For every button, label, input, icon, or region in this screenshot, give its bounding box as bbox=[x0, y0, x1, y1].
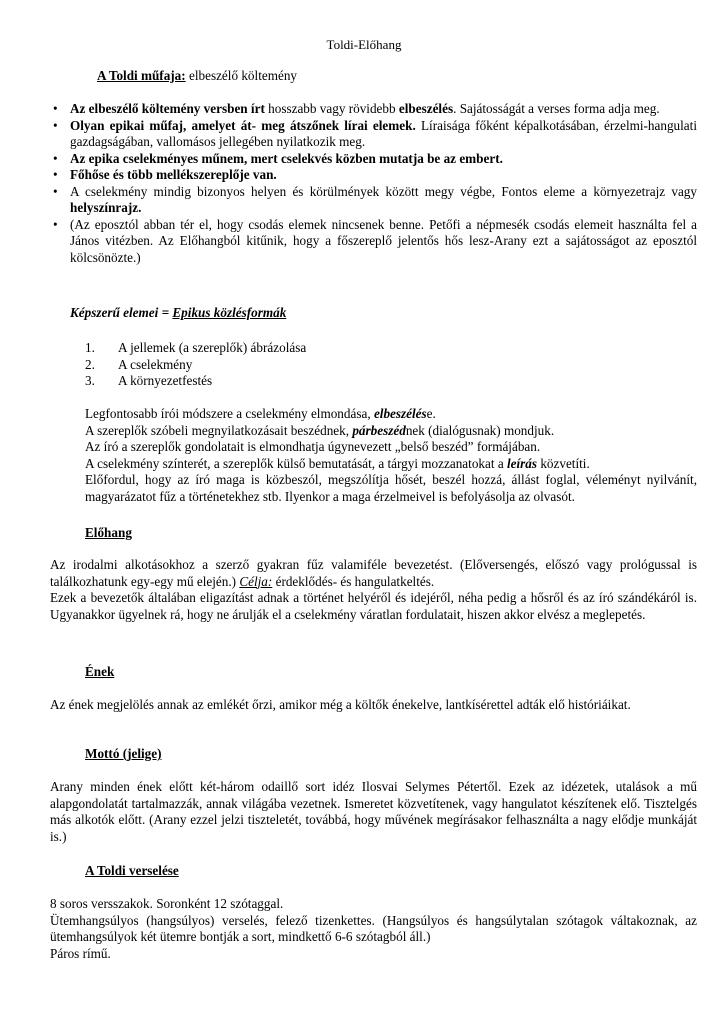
method-text: A cselekmény színterét, a szereplők külső bemutatását, a tárgyi mozzanatokat a bbox=[85, 455, 507, 471]
method-text: Legfontosabb írói módszere a cselekmény elmondása, bbox=[85, 406, 374, 421]
bullet-item bbox=[50, 151, 697, 168]
numbered-item bbox=[85, 373, 306, 390]
numbered-item bbox=[85, 340, 306, 357]
page-header: Toldi-Előhang bbox=[326, 37, 402, 52]
bullet-item bbox=[50, 184, 697, 217]
bullet-text: A cselekmény mindig bizonyos helyen és körülmények között megy végbe, Fontos eleme a környezetrajz vagy bbox=[70, 183, 697, 199]
section-heading-kepszeru bbox=[70, 305, 286, 322]
bullet-item bbox=[50, 118, 697, 151]
method-line bbox=[85, 472, 697, 505]
method-text: Az író a szereplők gondolatait is elmondhatja úgynevezett „belső beszéd” formájában. bbox=[85, 439, 541, 454]
item-number: 3. bbox=[85, 373, 95, 388]
bullet-list bbox=[50, 101, 697, 266]
bullet-text: (Az eposztól abban tér el, hogy csodás elemek nincsenek benne. Petőfi a népmesék csodás elemeit használta fel a János vitézben. Az Előhangból kitűnik, hogy a főszereplő jelentős hős lesz-Arany ezt a sajátosságot az eposztól kölcsönözte.) bbox=[70, 216, 697, 265]
methods-block bbox=[85, 406, 697, 505]
verseles-title: A Toldi verselése bbox=[85, 863, 179, 878]
method-line bbox=[85, 439, 697, 456]
kepszeru-part2: Epikus közlésformák bbox=[172, 305, 287, 320]
elohang-celja: Célja: bbox=[239, 573, 273, 589]
bullet-text: helyszínrajz. bbox=[70, 200, 142, 215]
bullet-text: Líraisága főként képalkotásában, érzelmi-hangulati gazdagságában, vallomásos jellegében nyilatkozik meg. bbox=[70, 117, 697, 149]
method-line bbox=[85, 423, 697, 440]
numbered-list-container bbox=[85, 340, 306, 390]
bullet-text: . Sajátosságát a verses forma adja meg. bbox=[453, 101, 660, 116]
method-line bbox=[85, 406, 697, 423]
genre-line bbox=[97, 68, 297, 85]
verseles-line: Páros rímű. bbox=[50, 945, 111, 961]
item-text: A cselekmény bbox=[118, 356, 193, 372]
genre-value: elbeszélő költemény bbox=[185, 68, 298, 83]
numbered-item bbox=[85, 357, 306, 374]
elohang-text-c: érdeklődés- és hangulatkeltés. bbox=[272, 573, 435, 589]
bullet-text: Az elbeszélő költemény versben írt bbox=[70, 101, 265, 116]
elohang-title: Előhang bbox=[85, 525, 132, 540]
motto-title: Mottó (jelige) bbox=[85, 746, 162, 761]
verseles-line: Ütemhangsúlyos (hangsúlyos) verselés, felező tizenkettes. (Hangsúlyos és hangsúlytalan szótagok váltakoznak, az ütemhangsúlyok két ütemre bontják a sort, mindkettő 6-6 szótagból áll.) bbox=[50, 912, 697, 944]
elohang-paragraph-2: Ezek a bevezetők általában eligazítást adnak a történet helyéről és idejéről, néha pedig a hősről és az író szándékáról is. Ugyanakkor ügyelnek rá, hogy ne árulják el a cselekmény váratlan fordulatait, hiszen akkor elvész a meglepetés. bbox=[50, 590, 697, 622]
method-text: leírás bbox=[506, 455, 538, 471]
bullet-text: hosszabb vagy rövidebb bbox=[264, 101, 399, 116]
item-number: 1. bbox=[85, 340, 95, 355]
section-heading-enek bbox=[85, 664, 114, 681]
method-text: közvetíti. bbox=[537, 455, 590, 471]
method-text: e. bbox=[426, 406, 436, 421]
item-text: A környezetfestés bbox=[118, 373, 213, 388]
item-number: 2. bbox=[85, 356, 95, 372]
bullet-item bbox=[50, 167, 697, 184]
verseles-block bbox=[50, 896, 697, 962]
bullet-item bbox=[50, 101, 697, 118]
method-text: párbeszéd bbox=[352, 422, 406, 438]
method-line bbox=[85, 456, 697, 473]
bullet-text: Olyan epikai műfaj, amelyet át- meg átszőnek lírai elemek. bbox=[70, 117, 416, 133]
bullet-text: Az epika cselekményes műnem, mert cselekvés közben mutatja be az embert. bbox=[70, 150, 503, 166]
motto-paragraph: Arany minden ének előtt két-három odaillő sort idéz Ilosvai Selymes Pétertől. Ezek az idézetek, utalások a mű alapgondolatát tartalmazzák, annak világába vezetnek. Ismeretet közvetítenek, vagy hangulatot készítenek elő. Tisztelgés más alkotók előtt. (Arany ezzel jelzi tiszteletét, továbbá, hogy művének megírásakor felhasználta a nagy elődje munkáját is.) bbox=[50, 779, 697, 844]
method-text: nek (dialógusnak) mondjuk. bbox=[405, 422, 555, 438]
bullet-item bbox=[50, 217, 697, 267]
enek-title: Ének bbox=[85, 664, 115, 679]
kepszeru-part1: Képszerű elemei = bbox=[70, 305, 173, 320]
elohang-text-a: Az irodalmi alkotásokhoz a szerző gyakran fűz valamiféle bevezetést. (Előversengés, előszó vagy prológussal is találkozhatunk egy-egy mű elején.) bbox=[50, 557, 697, 589]
section-heading-elohang bbox=[85, 525, 132, 542]
numbered-list bbox=[85, 340, 306, 390]
section-heading-motto bbox=[85, 746, 162, 763]
verseles-line: 8 soros versszakok. Soronként 12 szótaggal. bbox=[50, 896, 284, 911]
enek-paragraph: Az ének megjelölés annak az emlékét őrzi, amikor még a költők énekelve, lantkísérettel adták elő históriáikat. bbox=[50, 697, 631, 712]
method-text: Előfordul, hogy az író maga is közbeszól, megszólítja hősét, beszél hozzá, állást foglal, véleményt nyilvánít, magyarázatot fűz a történetekhez stb. Ilyenkor a maga érzelmeivel is befolyásolja az olvasót. bbox=[85, 472, 697, 504]
method-text: A szereplők szóbeli megnyilatkozásait beszédnek, bbox=[85, 422, 353, 438]
bullet-text: elbeszélés bbox=[398, 101, 454, 116]
item-text: A jellemek (a szereplők) ábrázolása bbox=[118, 340, 307, 355]
section-heading-verseles bbox=[85, 863, 179, 880]
genre-label: A Toldi műfaja: bbox=[97, 68, 186, 83]
method-text: elbeszélés bbox=[373, 406, 427, 421]
bullet-list-container bbox=[50, 101, 697, 266]
elohang-paragraph-1 bbox=[50, 557, 697, 590]
bullet-text: Főhőse és több mellékszereplője van. bbox=[70, 167, 277, 182]
